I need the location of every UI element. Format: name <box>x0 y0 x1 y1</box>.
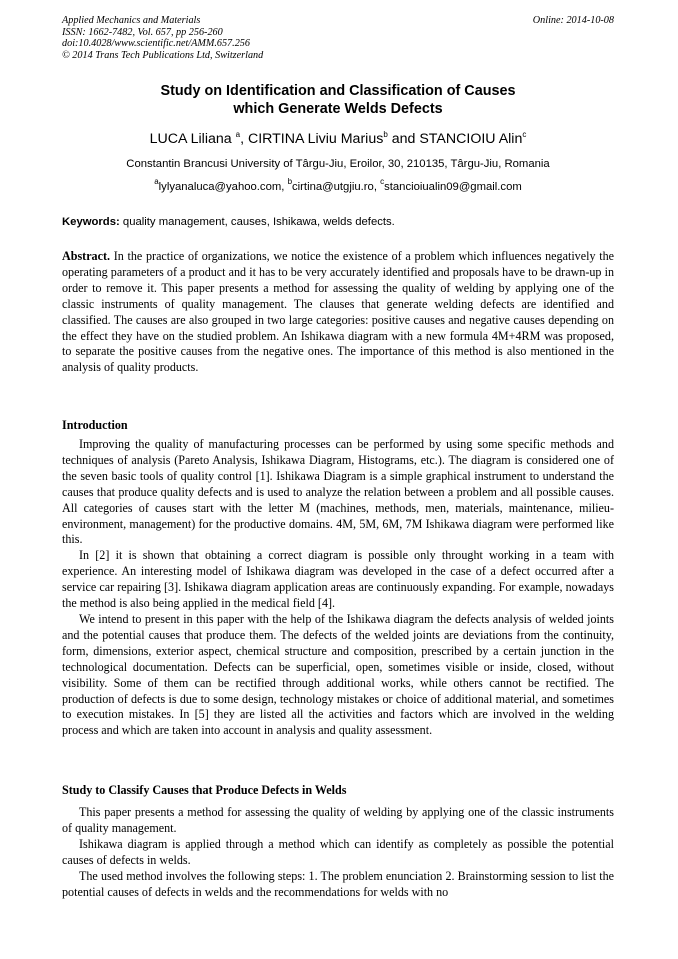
abstract-text: In the practice of organizations, we notice the existence of a problem which influences negatively the operating parameters of a product and it has to be very accurately identified and proposals have to be drawn-up in order to remove it. This paper presents a method for assessing the quality of welding by applying one of the classic instruments of quality management. The clauses that generate welding defects are identified and classified. The causes are also grouped in two large categories: positive causes and negative causes depending on the effect they have on the studied problem. An Ishikawa diagram with a new formula 4M+4RM was proposed, to separate the positive causes from the negative ones. The importance of this method is also mentioned in the analysis of quality products. <box>62 249 614 375</box>
abstract <box>62 249 614 376</box>
author-2: CIRTINA Liviu Marius <box>247 131 384 147</box>
affiliation: Constantin Brancusi University of Târgu-Jiu, Eroilor, 30, 210135, Târgu-Jiu, Romania <box>126 158 550 170</box>
abstract-label: Abstract. <box>62 249 111 263</box>
keywords-label: Keywords: <box>62 216 120 228</box>
email-2-mark: b <box>287 177 293 186</box>
author-separator: , <box>240 131 245 147</box>
author-list <box>62 130 614 148</box>
paragraph: Improving the quality of manufacturing processes can be performed by using some specific methods and techniques of analysis (Pareto Analysis, Ishikawa Diagram, Histograms, etc.). The diagram is considered one of the seven basic tools of quality control [1]. Ishikawa Diagram is a simple graphical instrument to understand the causes that produce quality defects and is used to analyze the relation between a problem and all possible causes. All categories of causes start with the letter M (machines, methods, men, materials, maintenance, milieu-environment, management) for the productive domains. 4M, 5M, 6M, 7M Ishikawa diagram were performed like this. <box>62 437 614 547</box>
paper-title <box>62 82 614 118</box>
paragraph: Ishikawa diagram is applied through a method which can identify as completely as possible the potential causes of defects in welds. <box>62 836 614 867</box>
journal-name: Applied Mechanics and Materials <box>62 15 201 26</box>
introduction-body <box>62 437 614 739</box>
paragraph: We intend to present in this paper with the help of the Ishikawa diagram the defects analysis of welded joints and the potential causes that produce them. The defects of the welded joints are deviations from the continuity, form, dimensions, exterior aspect, chemical structure and composition, prescribed by a certain junction in the technological documentation. Defects can be superficial, open, sometimes visible or inside, closed, without visibility. Some of them can be rectified through additional works, while others cannot be rectified. The production of defects is due to some design, technology mistakes or choice of additional material, and sometimes to execution mistakes. In [5] they are listed all the activities and factors which are involved in the welding process and which are taken into account in analysis and quality assessment. <box>62 611 614 738</box>
title-line-2: which Generate Welds Defects <box>233 101 443 117</box>
email-separator: , <box>281 181 288 193</box>
author-1: LUCA Liliana <box>149 131 232 147</box>
email-list <box>62 177 614 194</box>
email-2[interactable]: cirtina@utgjiu.ro <box>292 181 374 193</box>
keywords-text: quality management, causes, Ishikawa, welds defects. <box>122 216 395 228</box>
paragraph: This paper presents a method for assessing the quality of welding by applying one of the classic instruments of quality management. <box>62 805 614 835</box>
issn-line: ISSN: 1662-7482, Vol. 657, pp 256-260 <box>62 26 223 38</box>
author-conjunction: and <box>391 131 416 147</box>
online-date: Online: 2014-10-08 <box>532 15 614 26</box>
author-3: STANCIOIU Alin <box>419 131 523 147</box>
email-separator: , <box>373 181 381 193</box>
study-body <box>62 805 614 900</box>
keywords <box>62 215 614 229</box>
journal-header <box>62 15 263 61</box>
email-3-mark: c <box>380 177 385 186</box>
doi-line: doi:10.4028/www.scientific.net/AMM.657.256 <box>62 38 250 50</box>
section-heading-study: Study to Classify Causes that Produce Defects in Welds <box>62 783 347 797</box>
section-heading-introduction: Introduction <box>62 418 128 432</box>
email-1-mark: a <box>154 177 159 186</box>
email-1[interactable]: lylyanaluca@yahoo.com <box>158 181 282 193</box>
author-3-mark: c <box>522 130 527 139</box>
email-3[interactable]: stancioiualin09@gmail.com <box>384 181 522 193</box>
author-1-mark: a <box>235 130 241 139</box>
paragraph: In [2] it is shown that obtaining a correct diagram is possible only throught working in a team with experience. An interesting model of Ishikawa diagram was developed in the case of a defect occurred after a service car repairing [3]. Ishikawa diagram application areas are continuously expanding. For example, nowadays the method is also being applied in the medical field [4]. <box>62 548 614 611</box>
paragraph: The used method involves the following steps: 1. The problem enunciation 2. Brainstorming session to list the potential causes of defects in welds and the recommendations for welds with no <box>62 868 614 899</box>
copyright-line: © 2014 Trans Tech Publications Ltd, Switzerland <box>62 49 264 61</box>
author-2-mark: b <box>383 130 388 139</box>
title-line-1: Study on Identification and Classification of Causes <box>160 83 516 99</box>
